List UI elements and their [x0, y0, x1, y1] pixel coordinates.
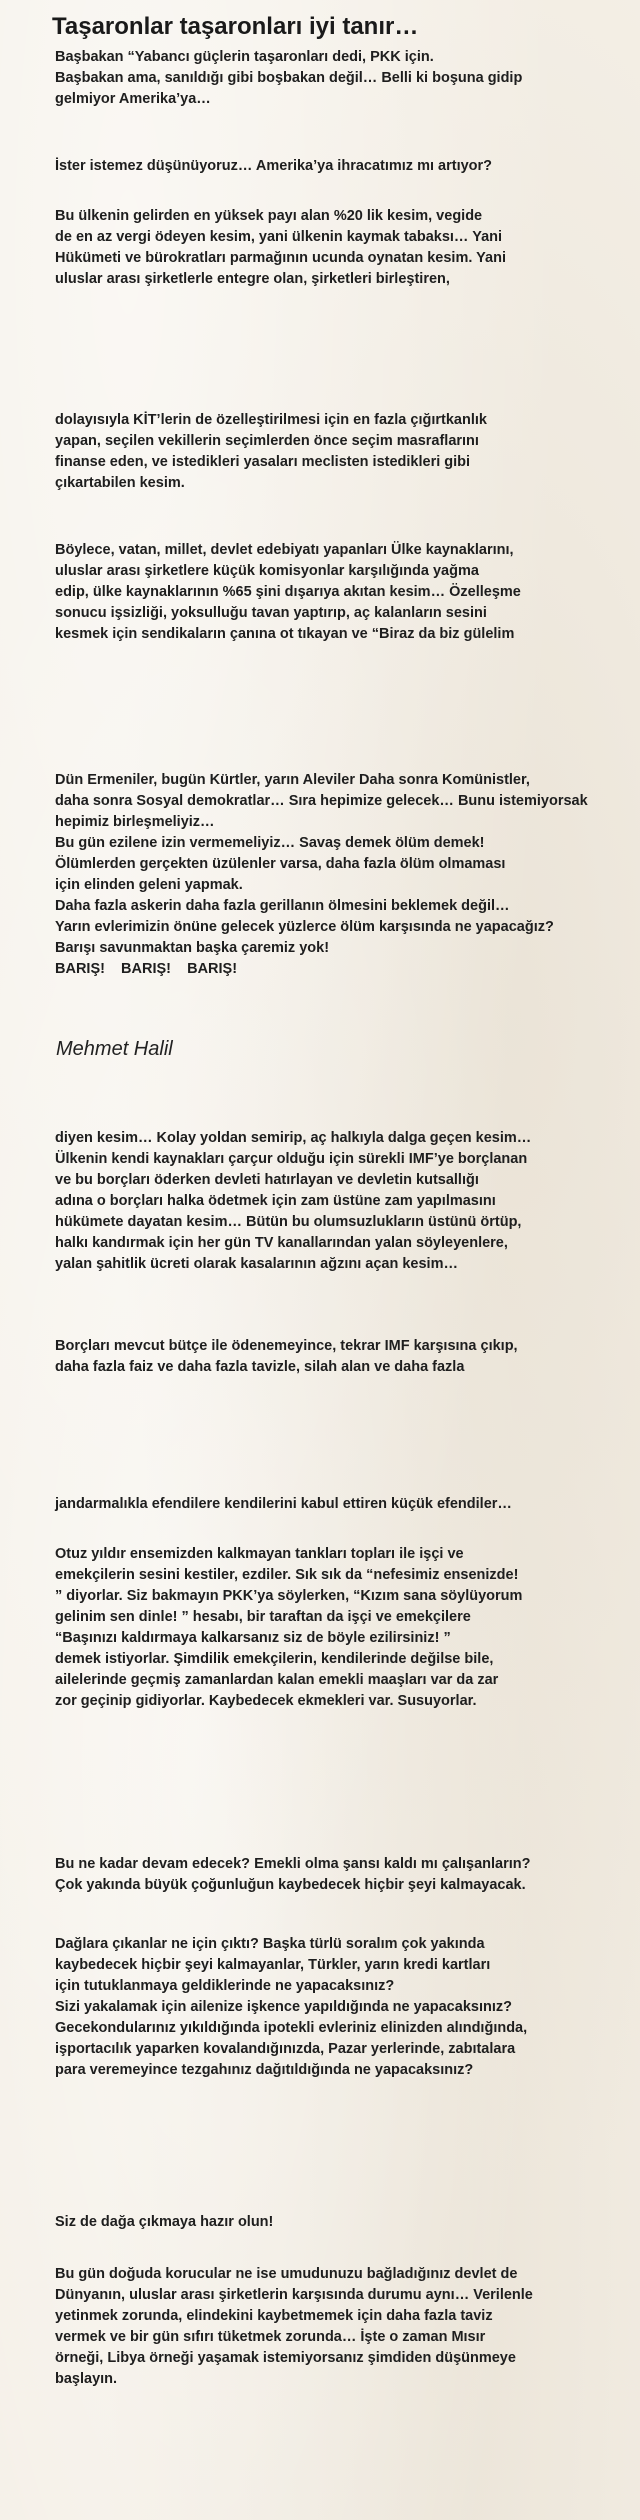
author-signature: Mehmet Halil — [56, 1038, 173, 1060]
text-line: hepimiz birleşmeliyiz… — [55, 814, 215, 830]
text-line: ve bu borçları öderken devleti hatırlayan ve devletin kutsallığı — [55, 1172, 479, 1188]
text-line: İster istemez düşünüyoruz… Amerika’ya ihracatımız mı artıyor? — [55, 158, 493, 174]
text-line: Dağlara çıkanlar ne için çıktı? Başka türlü soralım çok yakında — [55, 1936, 485, 1952]
text-line: başlayın. — [55, 2371, 118, 2387]
paragraph — [55, 1494, 640, 1515]
text-line: ailelerinde geçmiş zamanlardan kalan emekli maaşları var da zar — [55, 1672, 499, 1688]
text-line: zor geçinip gidiyorlar. Kaybedecek ekmekleri var. Susuyorlar. — [55, 1693, 477, 1709]
text-line: için tutuklanmaya geldiklerinde ne yapacaksınız? — [55, 1978, 395, 1994]
text-line: BARIŞ! BARIŞ! BARIŞ! — [55, 961, 238, 977]
text-line: kesmek için sendikaların çanına ot tıkayan ve “Biraz da biz gülelim — [55, 626, 515, 642]
article-title: Taşaronlar taşaronları iyi tanır… — [52, 13, 419, 40]
paragraph — [55, 410, 640, 494]
paragraph — [55, 2212, 640, 2233]
text-line: Otuz yıldır ensemizden kalkmayan tankları topları ile işçi ve — [55, 1546, 464, 1562]
text-line: yapan, seçilen vekillerin seçimlerden önce seçim masraflarını — [55, 433, 479, 449]
text-line: vermek ve bir gün sıfırı tüketmek zorunda… İşte o zaman Mısır — [55, 2329, 486, 2345]
text-line: demek istiyorlar. Şimdilik emekçilerin, kendilerinde değilse bile, — [55, 1651, 494, 1667]
paragraph — [55, 1934, 640, 2081]
text-line: Çok yakında büyük çoğunluğun kaybedecek hiçbir şeyi kalmayacak. — [55, 1877, 526, 1893]
text-line: de en az vergi ödeyen kesim, yani ülkenin kaymak tabaksı… Yani — [55, 229, 503, 245]
text-line: para veremeyince tezgahınız dağıtıldığında ne yapacaksınız? — [55, 2062, 474, 2078]
text-line: gelinim sen dinle! ” hesabı, bir taraftan da işçi ve emekçilere — [55, 1609, 471, 1625]
paragraph — [55, 1544, 640, 1712]
text-line: Hükümeti ve bürokratları parmağının ucunda oynatan kesim. Yani — [55, 250, 506, 266]
text-line: ” diyorlar. Siz bakmayın PKK’ya söylerken, “Kızım sana söylüyorum — [55, 1588, 523, 1604]
text-line: emekçilerin sesini kestiler, ezdiler. Sık sık da “nefesimiz ensenizde! — [55, 1567, 519, 1583]
text-line: işportacılık yaparken kovalandığınızda, Pazar yerlerinde, zabıtalara — [55, 2041, 516, 2057]
text-line: için elinden geleni yapmak. — [55, 877, 243, 893]
text-line: örneği, Libya örneği yaşamak istemiyorsanız şimdiden düşünmeye — [55, 2350, 516, 2366]
paragraph — [55, 1128, 640, 1275]
text-line: yetinmek zorunda, elindekini kaybetmemek için daha fazla taviz — [55, 2308, 493, 2324]
text-line: dolayısıyla KİT’lerin de özelleştirilmesi için en fazla çığırtkanlık — [55, 412, 487, 428]
text-line: Sizi yakalamak için ailenize işkence yapıldığında ne yapacaksınız? — [55, 1999, 512, 2015]
text-line: yalan şahitlik ücreti olarak kasalarının ağzını açan kesim… — [55, 1256, 458, 1272]
text-line: Barışı savunmaktan başka çaremiz yok! — [55, 940, 330, 956]
paragraph — [55, 540, 640, 645]
text-line: uluslar arası şirketlere küçük komisyonlar karşılığında yağma — [55, 563, 479, 579]
text-line: Böylece, vatan, millet, devlet edebiyatı yapanları Ülke kaynaklarını, — [55, 542, 514, 558]
text-line: daha sonra Sosyal demokratlar… Sıra hepimize gelecek… Bunu istemiyorsak — [55, 793, 588, 809]
paragraph — [55, 47, 640, 110]
text-line: edip, ülke kaynaklarının %65 şini dışarıya akıtan kesim… Özelleşme — [55, 584, 521, 600]
text-line: Siz de dağa çıkmaya hazır olun! — [55, 2214, 274, 2230]
text-line: adına o borçları halka ödetmek için zam üstüne zam yapılmasını — [55, 1193, 496, 1209]
text-line: halkı kandırmak için her gün TV kanallarından yalan söyleyenlere, — [55, 1235, 508, 1251]
text-line: Dünyanın, uluslar arası şirketlerin karşısında durumu aynı… Verilenle — [55, 2287, 533, 2303]
text-line: diyen kesim… Kolay yoldan semirip, aç halkıyla dalga geçen kesim… — [55, 1130, 532, 1146]
text-line: çıkartabilen kesim. — [55, 475, 185, 491]
text-line: Bu gün doğuda korucular ne ise umudunuzu bağladığınız devlet de — [55, 2266, 518, 2282]
text-line: Daha fazla askerin daha fazla gerillanın ölmesini beklemek değil… — [55, 898, 510, 914]
text-line: kaybedecek hiçbir şeyi kalmayanlar, Türkler, yarın kredi kartları — [55, 1957, 491, 1973]
text-line: hükümete dayatan kesim… Bütün bu olumsuzlukların üstünü örtüp, — [55, 1214, 522, 1230]
text-line: Borçları mevcut bütçe ile ödenemeyince, tekrar IMF karşısına çıkıp, — [55, 1338, 518, 1354]
text-line: Başbakan ama, sanıldığı gibi boşbakan değil… Belli ki boşuna gidip — [55, 70, 523, 86]
paragraph — [55, 206, 640, 290]
text-line: Bu gün ezilene izin vermemeliyiz… Savaş demek ölüm demek! — [55, 835, 485, 851]
text-line: Başbakan “Yabancı güçlerin taşaronları dedi, PKK için. — [55, 49, 434, 65]
text-line: Yarın evlerimizin önüne gelecek yüzlerce ölüm karşısında ne yapacağız? — [55, 919, 554, 935]
text-line: daha fazla faiz ve daha fazla tavizle, silah alan ve daha fazla — [55, 1359, 465, 1375]
text-line: Ölümlerden gerçekten üzülenler varsa, daha fazla ölüm olmaması — [55, 856, 506, 872]
text-line: Bu ülkenin gelirden en yüksek payı alan %20 lik kesim, vegide — [55, 208, 483, 224]
paragraph — [55, 156, 640, 177]
paragraph — [55, 2264, 640, 2390]
text-line: finanse eden, ve istedikleri yasaları meclisten istedikleri gibi — [55, 454, 471, 470]
text-line: sonucu işsizliği, yoksulluğu tavan yaptırıp, aç kalanların sesini — [55, 605, 487, 621]
text-line: jandarmalıkla efendilere kendilerini kabul ettiren küçük efendiler… — [55, 1496, 512, 1512]
paragraph — [55, 1336, 640, 1378]
text-line: “Başınızı kaldırmaya kalkarsanız siz de böyle ezilirsiniz! ” — [55, 1630, 451, 1646]
paragraph — [55, 1854, 640, 1896]
text-line: Ülkenin kendi kaynakları çarçur olduğu için sürekli IMF’ye borçlanan — [55, 1151, 528, 1167]
paragraph — [55, 770, 640, 980]
text-line: gelmiyor Amerika’ya… — [55, 91, 211, 107]
text-line: uluslar arası şirketlerle entegre olan, şirketleri birleştiren, — [55, 271, 450, 287]
text-line: Gecekondularınız yıkıldığında ipotekli evleriniz elinizden alındığında, — [55, 2020, 528, 2036]
text-line: Bu ne kadar devam edecek? Emekli olma şansı kaldı mı çalışanların? — [55, 1856, 531, 1872]
text-line: Dün Ermeniler, bugün Kürtler, yarın Aleviler Daha sonra Komünistler, — [55, 772, 530, 788]
